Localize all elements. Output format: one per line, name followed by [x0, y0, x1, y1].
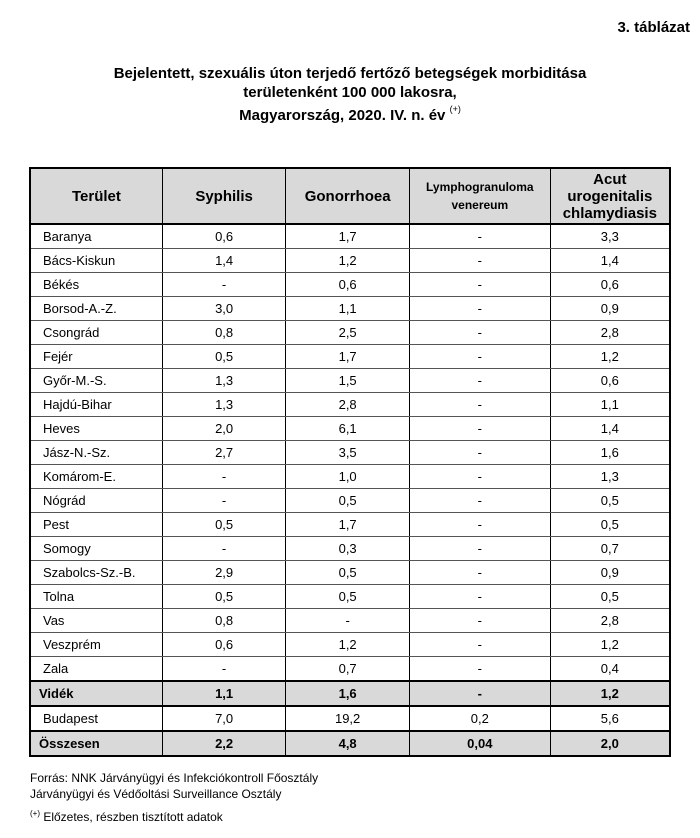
cell-syphilis: 1,4 [162, 249, 285, 273]
table-footer [30, 770, 318, 825]
cell-chlamydiasis: 5,6 [550, 706, 670, 731]
cell-terulet: Nógrád [30, 489, 162, 513]
cell-syphilis: - [162, 657, 285, 682]
table-row [30, 585, 670, 609]
cell-gonorrhoea: 3,5 [286, 441, 410, 465]
table-row [30, 465, 670, 489]
cell-gonorrhoea: 2,5 [286, 321, 410, 345]
cell-gonorrhoea: 19,2 [286, 706, 410, 731]
cell-lymphogranuloma: - [409, 441, 550, 465]
table-row [30, 657, 670, 682]
cell-syphilis: 1,1 [162, 681, 285, 706]
table-row [30, 489, 670, 513]
cell-gonorrhoea: 1,0 [286, 465, 410, 489]
cell-terulet: Heves [30, 417, 162, 441]
cell-gonorrhoea: 0,5 [286, 585, 410, 609]
cell-lymphogranuloma: - [409, 321, 550, 345]
cell-lymphogranuloma: - [409, 489, 550, 513]
cell-terulet: Jász-N.-Sz. [30, 441, 162, 465]
cell-lymphogranuloma: 0,04 [409, 731, 550, 756]
cell-gonorrhoea: 0,6 [286, 273, 410, 297]
table-row [30, 249, 670, 273]
header-lymphogranuloma: Lymphogranuloma venereum [409, 168, 550, 224]
cell-lymphogranuloma: - [409, 369, 550, 393]
cell-lymphogranuloma: - [409, 345, 550, 369]
cell-syphilis: - [162, 537, 285, 561]
cell-gonorrhoea: 1,7 [286, 513, 410, 537]
header-chlamydiasis: Acut urogenitalis chlamydiasis [550, 168, 670, 224]
header-terulet: Terület [30, 168, 162, 224]
cell-chlamydiasis: 1,2 [550, 681, 670, 706]
cell-terulet: Hajdú-Bihar [30, 393, 162, 417]
table-row [30, 513, 670, 537]
cell-syphilis: 2,0 [162, 417, 285, 441]
cell-terulet: Pest [30, 513, 162, 537]
cell-chlamydiasis: 1,4 [550, 417, 670, 441]
cell-terulet: Győr-M.-S. [30, 369, 162, 393]
cell-gonorrhoea: 0,5 [286, 561, 410, 585]
cell-terulet: Vidék [30, 681, 162, 706]
cell-gonorrhoea: - [286, 609, 410, 633]
cell-lymphogranuloma: - [409, 681, 550, 706]
cell-lymphogranuloma: - [409, 224, 550, 249]
cell-terulet: Fejér [30, 345, 162, 369]
cell-lymphogranuloma: - [409, 585, 550, 609]
budapest-row [30, 706, 670, 731]
cell-terulet: Budapest [30, 706, 162, 731]
title-footnote-mark: (+) [449, 104, 461, 114]
cell-terulet: Baranya [30, 224, 162, 249]
table-row [30, 393, 670, 417]
videk-total-row [30, 681, 670, 706]
footnote [30, 806, 318, 825]
cell-chlamydiasis: 0,9 [550, 561, 670, 585]
cell-syphilis: 0,6 [162, 224, 285, 249]
source-line-2: Járványügyi és Védőoltási Surveillance Osztály [30, 787, 282, 801]
cell-terulet: Békés [30, 273, 162, 297]
cell-lymphogranuloma: - [409, 465, 550, 489]
cell-gonorrhoea: 6,1 [286, 417, 410, 441]
cell-gonorrhoea: 1,7 [286, 224, 410, 249]
title-line-2: területenként 100 000 lakosra, [243, 84, 457, 101]
osszesen-total-row [30, 731, 670, 756]
cell-chlamydiasis: 0,9 [550, 297, 670, 321]
cell-chlamydiasis: 2,8 [550, 321, 670, 345]
morbidity-table [29, 167, 671, 757]
table-row [30, 537, 670, 561]
cell-chlamydiasis: 1,6 [550, 441, 670, 465]
cell-lymphogranuloma: - [409, 249, 550, 273]
cell-terulet: Borsod-A.-Z. [30, 297, 162, 321]
cell-gonorrhoea: 0,5 [286, 489, 410, 513]
table-title [0, 64, 700, 125]
cell-syphilis: - [162, 465, 285, 489]
title-line-3-text: Magyarország, 2020. IV. n. év [239, 107, 446, 124]
table-number-label: 3. táblázat [617, 19, 690, 36]
header-syphilis: Syphilis [162, 168, 285, 224]
cell-syphilis: 1,3 [162, 369, 285, 393]
cell-chlamydiasis: 2,8 [550, 609, 670, 633]
cell-chlamydiasis: 1,4 [550, 249, 670, 273]
table-row [30, 561, 670, 585]
cell-syphilis: 7,0 [162, 706, 285, 731]
cell-gonorrhoea: 4,8 [286, 731, 410, 756]
cell-lymphogranuloma: - [409, 537, 550, 561]
cell-chlamydiasis: 1,1 [550, 393, 670, 417]
footnote-mark: (+) [30, 809, 40, 818]
cell-chlamydiasis: 0,4 [550, 657, 670, 682]
cell-chlamydiasis: 3,3 [550, 224, 670, 249]
cell-terulet: Zala [30, 657, 162, 682]
cell-syphilis: 2,9 [162, 561, 285, 585]
source-line-1: Forrás: NNK Járványügyi és Infekciókontroll Főosztály [30, 771, 319, 785]
cell-lymphogranuloma: - [409, 633, 550, 657]
cell-chlamydiasis: 0,6 [550, 369, 670, 393]
table-body [30, 224, 670, 756]
cell-gonorrhoea: 1,7 [286, 345, 410, 369]
cell-syphilis: 0,8 [162, 321, 285, 345]
cell-syphilis: 0,6 [162, 633, 285, 657]
cell-lymphogranuloma: - [409, 417, 550, 441]
title-line-3 [0, 102, 700, 125]
table-row [30, 321, 670, 345]
cell-lymphogranuloma: - [409, 609, 550, 633]
cell-terulet: Vas [30, 609, 162, 633]
cell-syphilis: 2,2 [162, 731, 285, 756]
cell-chlamydiasis: 2,0 [550, 731, 670, 756]
table-row [30, 369, 670, 393]
cell-lymphogranuloma: - [409, 657, 550, 682]
header-gonorrhoea: Gonorrhoea [286, 168, 410, 224]
cell-chlamydiasis: 0,5 [550, 513, 670, 537]
cell-syphilis: 0,5 [162, 345, 285, 369]
cell-terulet: Somogy [30, 537, 162, 561]
cell-terulet: Csongrád [30, 321, 162, 345]
cell-syphilis: 0,5 [162, 585, 285, 609]
cell-gonorrhoea: 0,3 [286, 537, 410, 561]
cell-terulet: Bács-Kiskun [30, 249, 162, 273]
cell-lymphogranuloma: - [409, 561, 550, 585]
cell-gonorrhoea: 1,5 [286, 369, 410, 393]
cell-lymphogranuloma: - [409, 393, 550, 417]
cell-terulet: Összesen [30, 731, 162, 756]
table-header-row [30, 168, 670, 224]
cell-lymphogranuloma: - [409, 273, 550, 297]
cell-syphilis: - [162, 273, 285, 297]
table-row [30, 633, 670, 657]
title-line-1: Bejelentett, szexuális úton terjedő fertőző betegségek morbiditása [113, 65, 587, 82]
cell-gonorrhoea: 1,2 [286, 633, 410, 657]
cell-gonorrhoea: 0,7 [286, 657, 410, 682]
cell-gonorrhoea: 1,1 [286, 297, 410, 321]
cell-chlamydiasis: 0,6 [550, 273, 670, 297]
cell-gonorrhoea: 2,8 [286, 393, 410, 417]
table-row [30, 273, 670, 297]
cell-chlamydiasis: 1,2 [550, 633, 670, 657]
cell-terulet: Komárom-E. [30, 465, 162, 489]
cell-terulet: Tolna [30, 585, 162, 609]
cell-syphilis: - [162, 489, 285, 513]
cell-gonorrhoea: 1,2 [286, 249, 410, 273]
footnote-text: Előzetes, részben tisztított adatok [40, 810, 223, 824]
table-row [30, 345, 670, 369]
cell-lymphogranuloma: 0,2 [409, 706, 550, 731]
table-row [30, 417, 670, 441]
cell-lymphogranuloma: - [409, 297, 550, 321]
cell-chlamydiasis: 0,5 [550, 585, 670, 609]
cell-syphilis: 1,3 [162, 393, 285, 417]
cell-chlamydiasis: 1,3 [550, 465, 670, 489]
cell-chlamydiasis: 0,5 [550, 489, 670, 513]
cell-lymphogranuloma: - [409, 513, 550, 537]
table-row [30, 297, 670, 321]
cell-terulet: Szabolcs-Sz.-B. [30, 561, 162, 585]
cell-syphilis: 3,0 [162, 297, 285, 321]
cell-gonorrhoea: 1,6 [286, 681, 410, 706]
cell-terulet: Veszprém [30, 633, 162, 657]
cell-syphilis: 0,8 [162, 609, 285, 633]
cell-chlamydiasis: 1,2 [550, 345, 670, 369]
table-row [30, 609, 670, 633]
cell-chlamydiasis: 0,7 [550, 537, 670, 561]
cell-syphilis: 0,5 [162, 513, 285, 537]
cell-syphilis: 2,7 [162, 441, 285, 465]
table-row [30, 224, 670, 249]
table-row [30, 441, 670, 465]
